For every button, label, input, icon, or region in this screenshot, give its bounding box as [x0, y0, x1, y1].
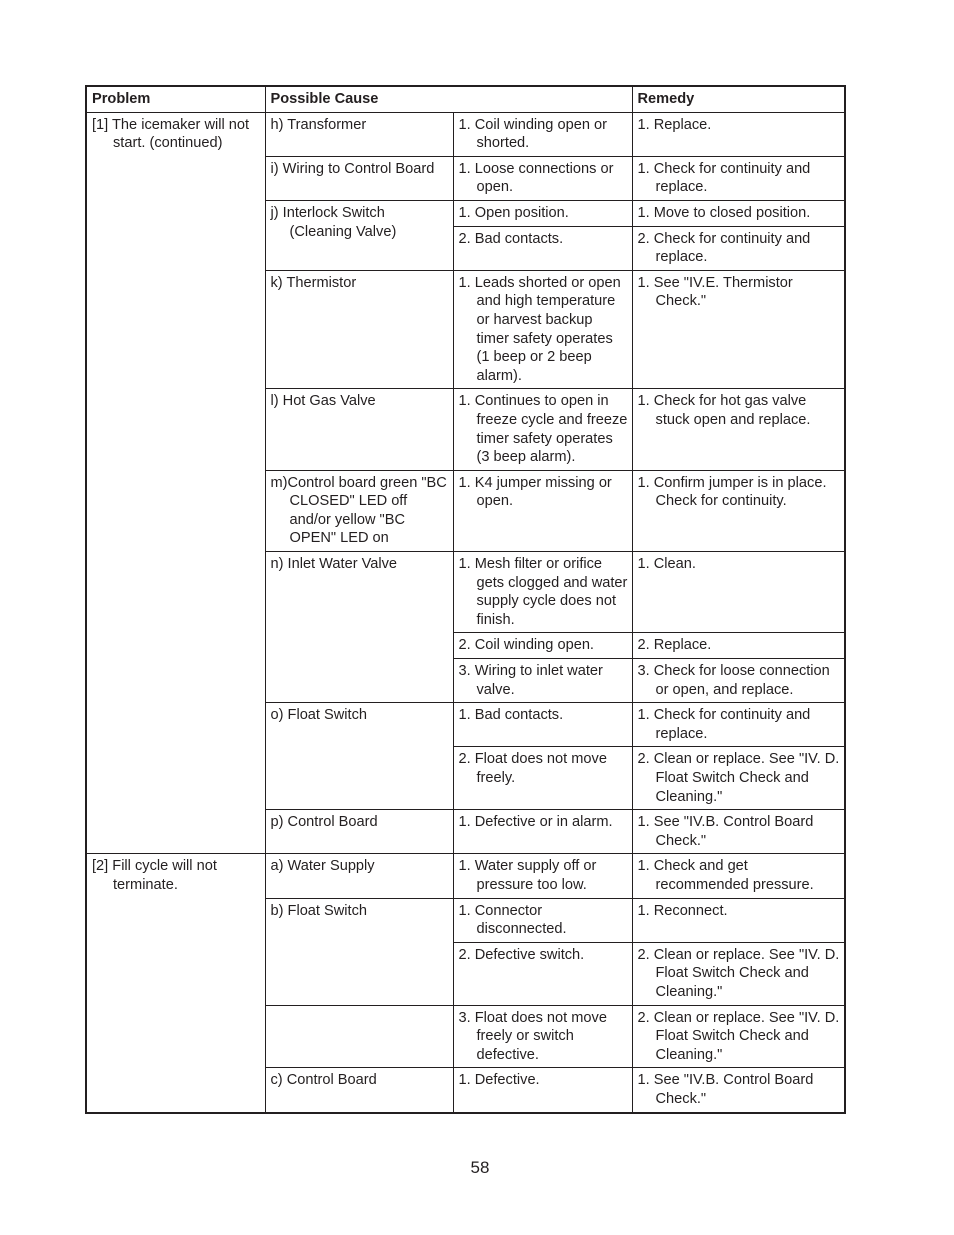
- cause-text: o) Float Switch: [270, 707, 368, 724]
- cause-detail-cell: [453, 270, 632, 389]
- cause-detail-text: 2. Coil winding open.: [458, 637, 594, 654]
- cause-text: j) Interlock Switch (Cleaning Valve): [270, 204, 397, 240]
- remedy-text: 2. Clean or replace. See "IV. D. Float Switch Check and Cleaning.": [637, 751, 840, 805]
- remedy-cell: [632, 389, 845, 470]
- remedy-cell: [632, 854, 845, 898]
- remedy-cell: [632, 226, 845, 270]
- table-body: [86, 112, 845, 1112]
- cause-text: l) Hot Gas Valve: [270, 393, 376, 410]
- cause-detail-cell: [453, 659, 632, 703]
- remedy-text: 3. Check for loose connection or open, and replace.: [637, 663, 830, 698]
- cause-detail-text: 1. Defective.: [458, 1072, 540, 1089]
- problem-text: [2] Fill cycle will not terminate.: [92, 858, 217, 893]
- remedy-text: 1. Confirm jumper is in place. Check for continuity.: [637, 474, 827, 510]
- remedy-text: 2. Check for continuity and replace.: [637, 230, 811, 266]
- cause-cell: [265, 270, 453, 389]
- cause-detail-cell: [453, 810, 632, 854]
- remedy-text: 1. Clean.: [637, 556, 696, 573]
- remedy-cell: [632, 200, 845, 226]
- cause-cell: [265, 200, 453, 270]
- remedy-text: 2. Replace.: [637, 637, 712, 654]
- cause-detail-text: 1. Connector disconnected.: [458, 902, 567, 938]
- header-problem: Problem: [86, 86, 265, 112]
- cause-detail-text: 1. Mesh filter or orifice gets clogged and water supply cycle does not finish.: [458, 556, 628, 628]
- remedy-cell: [632, 898, 845, 942]
- cause-detail-text: 2. Defective switch.: [458, 946, 585, 963]
- remedy-text: 1. Check for hot gas valve stuck open and replace.: [637, 393, 811, 428]
- problem-text: [1] The icemaker will not start. (continued): [92, 116, 250, 152]
- remedy-cell: [632, 270, 845, 389]
- cause-detail-cell: [453, 552, 632, 633]
- cause-detail-text: 3. Wiring to inlet water valve.: [458, 663, 603, 698]
- cause-text: c) Control Board: [270, 1072, 377, 1089]
- remedy-cell: [632, 552, 845, 633]
- cause-text: p) Control Board: [270, 814, 378, 831]
- cause-text: h) Transformer: [270, 116, 367, 133]
- page-number: 58: [470, 1158, 490, 1177]
- cause-text: a) Water Supply: [270, 858, 375, 875]
- remedy-text: 1. See "IV.B. Control Board Check.": [637, 1072, 814, 1107]
- table-row: [86, 112, 845, 156]
- cause-detail-cell: [453, 226, 632, 270]
- cause-detail-text: 3. Float does not move freely or switch defective.: [458, 1009, 607, 1063]
- remedy-cell: [632, 1005, 845, 1068]
- remedy-text: 2. Clean or replace. See "IV. D. Float Switch Check and Cleaning.": [637, 1009, 840, 1063]
- cause-text: i) Wiring to Control Board: [270, 160, 435, 177]
- problem-cell: [86, 112, 265, 854]
- cause-detail-text: 1. Loose connections or open.: [458, 160, 614, 196]
- remedy-text: 2. Clean or replace. See "IV. D. Float Switch Check and Cleaning.": [637, 946, 840, 1000]
- cause-detail-cell: [453, 112, 632, 156]
- cause-detail-text: 1. Defective or in alarm.: [458, 814, 613, 831]
- cause-detail-cell: [453, 633, 632, 659]
- table-row: [86, 854, 845, 898]
- cause-detail-cell: [453, 389, 632, 470]
- remedy-text: 1. Replace.: [637, 116, 712, 133]
- remedy-text: 1. Check for continuity and replace.: [637, 160, 811, 196]
- cause-detail-cell: [453, 747, 632, 810]
- cause-detail-text: 1. K4 jumper missing or open.: [458, 474, 612, 510]
- cause-cell: [265, 156, 453, 200]
- remedy-cell: [632, 659, 845, 703]
- remedy-cell: [632, 112, 845, 156]
- cause-text: b) Float Switch: [270, 902, 368, 919]
- cause-text: n) Inlet Water Valve: [270, 556, 398, 573]
- remedy-text: 1. See "IV.B. Control Board Check.": [637, 814, 814, 849]
- problem-cell: [86, 854, 265, 1113]
- cause-detail-text: 2. Bad contacts.: [458, 230, 564, 247]
- cause-cell: [265, 389, 453, 470]
- cause-detail-text: 2. Float does not move freely.: [458, 751, 607, 786]
- cause-detail-text: 1. Leads shorted or open and high temperature or harvest backup timer safety operates (1 beep or 2 beep alarm).: [458, 274, 621, 384]
- remedy-cell: [632, 942, 845, 1005]
- cause-detail-text: 1. Water supply off or pressure too low.: [458, 858, 597, 893]
- cause-cell: [265, 112, 453, 156]
- cause-cell: [265, 703, 453, 810]
- cause-cell: [265, 810, 453, 854]
- cause-cell: [265, 1005, 453, 1068]
- cause-detail-text: 1. Open position.: [458, 204, 569, 221]
- cause-cell: [265, 898, 453, 1005]
- remedy-text: 1. See "IV.E. Thermistor Check.": [637, 274, 793, 310]
- cause-cell: [265, 470, 453, 551]
- remedy-cell: [632, 703, 845, 747]
- cause-detail-cell: [453, 1005, 632, 1068]
- cause-cell: [265, 854, 453, 898]
- cause-cell: [265, 552, 453, 703]
- remedy-cell: [632, 1068, 845, 1113]
- remedy-text: 1. Check for continuity and replace.: [637, 707, 811, 742]
- remedy-text: 1. Reconnect.: [637, 902, 728, 919]
- cause-detail-cell: [453, 942, 632, 1005]
- cause-detail-text: 1. Bad contacts.: [458, 707, 564, 724]
- cause-detail-cell: [453, 898, 632, 942]
- cause-detail-text: 1. Continues to open in freeze cycle and freeze timer safety operates (3 beep alarm).: [458, 393, 628, 466]
- header-possible-cause: Possible Cause: [265, 86, 632, 112]
- cause-text: k) Thermistor: [270, 274, 357, 291]
- cause-cell: [265, 1068, 453, 1113]
- remedy-cell: [632, 633, 845, 659]
- cause-detail-cell: [453, 703, 632, 747]
- cause-text: m)Control board green "BC CLOSED" LED off and/or yellow "BC OPEN" LED on: [270, 474, 447, 547]
- cause-detail-cell: [453, 854, 632, 898]
- cause-detail-cell: [453, 200, 632, 226]
- table-header-row: [86, 86, 845, 112]
- remedy-text: 1. Move to closed position.: [637, 204, 811, 221]
- cause-detail-cell: [453, 1068, 632, 1113]
- remedy-cell: [632, 747, 845, 810]
- cause-detail-cell: [453, 156, 632, 200]
- remedy-cell: [632, 470, 845, 551]
- cause-detail-text: 1. Coil winding open or shorted.: [458, 116, 607, 152]
- cause-detail-cell: [453, 470, 632, 551]
- remedy-text: 1. Check and get recommended pressure.: [637, 858, 814, 893]
- remedy-cell: [632, 810, 845, 854]
- header-remedy: Remedy: [632, 86, 845, 112]
- remedy-cell: [632, 156, 845, 200]
- troubleshooting-table: [85, 85, 846, 1114]
